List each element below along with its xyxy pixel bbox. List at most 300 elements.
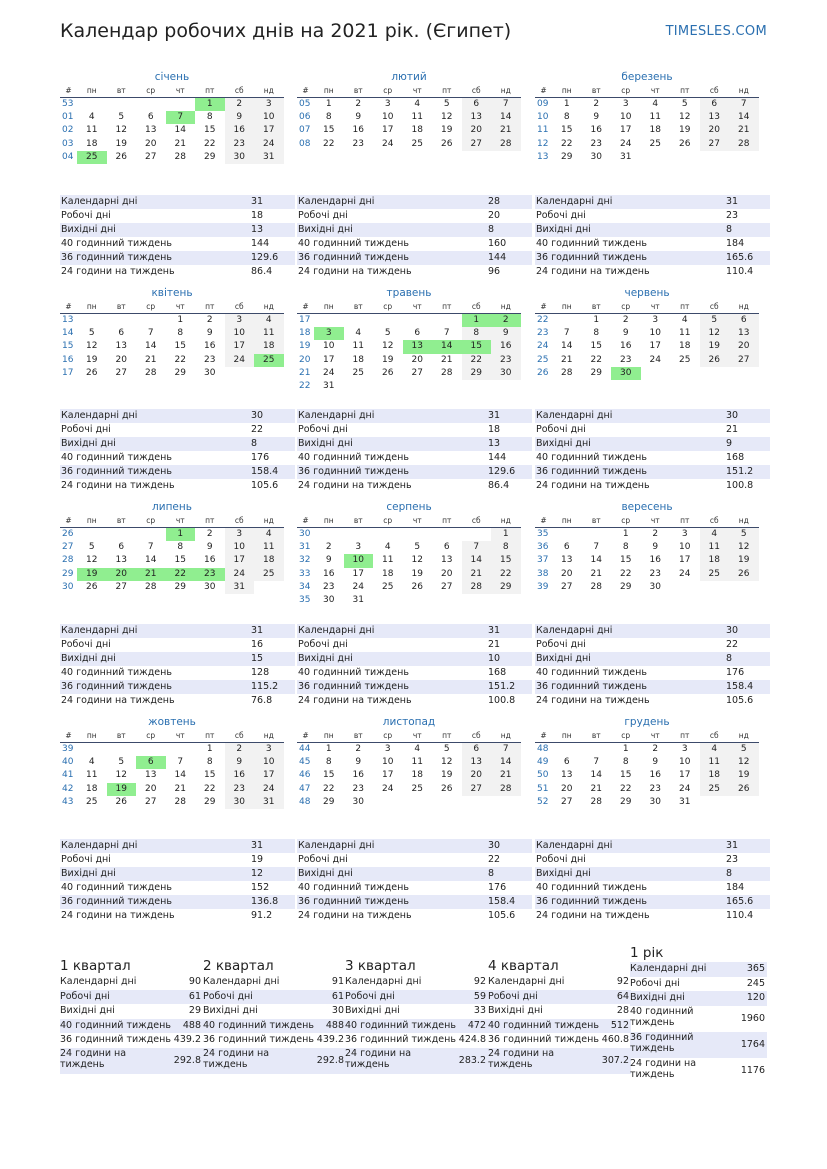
day-cell: 16 xyxy=(225,769,255,782)
stat-row xyxy=(535,666,770,680)
day-cell: 2 xyxy=(652,744,659,754)
day-cell: 9 xyxy=(593,112,600,123)
stat-row xyxy=(297,624,532,638)
day-cell: 31 xyxy=(254,796,284,809)
stat-row xyxy=(535,839,770,853)
summary-label: 36 годинний тиждень xyxy=(203,1034,314,1045)
day-cell: 10 xyxy=(649,328,661,339)
day-cell xyxy=(403,380,433,393)
day-cell xyxy=(403,594,433,607)
month-grid xyxy=(297,729,521,809)
stat-label: 24 години на тиждень xyxy=(61,695,175,707)
day-cell: 2 xyxy=(206,315,213,325)
week-row xyxy=(297,138,521,151)
weekday-label: чт xyxy=(412,516,422,525)
stat-row xyxy=(60,652,295,666)
stat-value: 18 xyxy=(251,210,264,222)
stat-value: 18 xyxy=(488,424,501,436)
day-cell: 9 xyxy=(355,757,362,768)
week-number: 21 xyxy=(299,367,311,378)
day-cell: 15 xyxy=(620,555,632,566)
day-cell: 12 xyxy=(441,112,453,123)
day-cell xyxy=(314,528,344,541)
day-cell: 18 xyxy=(254,554,284,567)
stat-value: 20 xyxy=(488,210,501,222)
day-cell: 26 xyxy=(679,138,691,149)
stat-row xyxy=(60,666,295,680)
stat-row xyxy=(535,638,770,652)
summary-row xyxy=(488,1048,631,1074)
day-cell: 27 xyxy=(115,367,127,378)
day-cell: 26 xyxy=(115,151,127,162)
week-row xyxy=(297,314,521,327)
day-cell: 5 xyxy=(700,314,730,327)
day-cell: 17 xyxy=(254,769,284,782)
stat-row xyxy=(297,895,532,909)
day-cell: 15 xyxy=(620,770,632,781)
week-number: 33 xyxy=(299,568,311,579)
weekday-label: вт xyxy=(116,86,126,95)
stat-label: Робочі дні xyxy=(61,639,111,651)
week-number: 03 xyxy=(62,138,74,149)
day-cell: 25 xyxy=(77,151,107,164)
day-cell: 8 xyxy=(206,112,213,123)
stat-row xyxy=(297,881,532,895)
day-cell: 26 xyxy=(382,367,394,378)
day-cell: 8 xyxy=(593,328,600,339)
day-cell: 16 xyxy=(352,770,364,781)
stat-value: 100.8 xyxy=(488,695,516,707)
stat-value: 31 xyxy=(488,410,501,421)
month-calendar xyxy=(535,500,759,594)
weekday-header xyxy=(535,84,759,98)
day-cell: 10 xyxy=(679,542,691,553)
day-cell: 25 xyxy=(352,367,364,378)
brand-link[interactable]: TIMESLES.COM xyxy=(665,24,767,39)
week-row xyxy=(297,111,521,124)
stat-value: 158.4 xyxy=(726,681,754,693)
day-cell: 21 xyxy=(561,354,573,365)
stat-label: Вихідні дні xyxy=(298,868,353,880)
week-row xyxy=(60,756,284,769)
day-cell: 7 xyxy=(593,757,600,768)
summary-row xyxy=(630,1058,767,1084)
day-cell: 19 xyxy=(679,125,691,136)
day-cell: 20 xyxy=(700,124,730,137)
stat-row xyxy=(60,881,295,895)
stat-value: 105.6 xyxy=(251,480,279,492)
day-cell: 22 xyxy=(620,783,632,794)
stat-row xyxy=(297,223,532,237)
stat-label: 40 годинний тиждень xyxy=(298,452,409,464)
stat-value: 31 xyxy=(251,196,264,207)
weekday-label: сб xyxy=(234,516,244,525)
day-cell xyxy=(136,743,166,756)
stat-row xyxy=(60,209,295,223)
weekday-label: пт xyxy=(205,302,215,311)
day-cell xyxy=(107,743,137,756)
week-number: 15 xyxy=(62,341,74,352)
stat-row xyxy=(297,409,532,423)
stat-label: 40 годинний тиждень xyxy=(536,452,647,464)
stat-label: 24 години на тиждень xyxy=(61,266,175,278)
day-cell: 29 xyxy=(204,796,216,807)
summary-row xyxy=(488,1033,631,1048)
summary-value: 439.2 xyxy=(316,1034,344,1045)
day-cell: 14 xyxy=(145,341,157,352)
stat-row xyxy=(297,680,532,694)
day-cell: 25 xyxy=(382,581,394,592)
day-cell: 27 xyxy=(115,581,127,592)
summary-value: 28 xyxy=(616,1005,629,1016)
day-cell: 11 xyxy=(86,125,98,136)
week-number: 14 xyxy=(62,328,74,339)
day-cell: 28 xyxy=(145,367,157,378)
day-cell xyxy=(462,528,492,541)
summary-label: Вихідні дні xyxy=(203,1005,258,1016)
weekday-label: пн xyxy=(86,86,97,95)
summary-value: 1960 xyxy=(740,1012,765,1024)
summary-value: 30 xyxy=(331,1005,344,1016)
day-cell: 23 xyxy=(204,354,216,365)
stat-row xyxy=(297,251,532,265)
stat-row xyxy=(535,479,770,493)
summary-label: 24 години на тиждень xyxy=(630,1057,697,1080)
day-cell: 14 xyxy=(729,111,759,124)
stat-label: 24 години на тиждень xyxy=(536,695,650,707)
week-number: 26 xyxy=(62,529,74,539)
day-cell: 3 xyxy=(384,99,391,109)
week-number: 19 xyxy=(299,341,311,352)
summary-label: 36 годинний тиждень xyxy=(630,1031,694,1054)
stat-label: Вихідні дні xyxy=(298,224,353,236)
day-cell: 6 xyxy=(136,756,166,769)
weekday-label: ср xyxy=(621,302,631,311)
day-cell: 13 xyxy=(462,756,492,769)
summary-row xyxy=(488,990,631,1005)
day-cell: 21 xyxy=(491,124,521,137)
weekday-label: чт xyxy=(650,302,660,311)
week-row xyxy=(297,783,521,796)
day-cell: 17 xyxy=(679,770,691,781)
weekday-label: # xyxy=(65,731,72,740)
summary-value: 64 xyxy=(616,990,629,1002)
weekday-label: вт xyxy=(116,731,126,740)
stat-label: Робочі дні xyxy=(61,210,111,222)
week-number: 12 xyxy=(537,138,549,149)
week-number: 25 xyxy=(537,354,549,365)
day-cell: 6 xyxy=(462,743,492,756)
summary-label: 24 години на тиждень xyxy=(60,1047,127,1070)
day-cell: 20 xyxy=(561,783,573,794)
month-stats xyxy=(535,409,770,494)
stat-row xyxy=(535,265,770,279)
stat-value: 160 xyxy=(488,238,507,250)
stat-row xyxy=(60,909,295,923)
day-cell: 15 xyxy=(323,770,335,781)
week-row xyxy=(535,568,759,581)
day-cell: 27 xyxy=(561,581,573,592)
day-cell: 10 xyxy=(344,554,374,567)
stat-label: Робочі дні xyxy=(61,854,111,866)
day-cell: 23 xyxy=(225,783,255,796)
day-cell: 2 xyxy=(355,99,362,109)
day-cell: 14 xyxy=(590,555,602,566)
weekday-label: чт xyxy=(412,86,422,95)
day-cell xyxy=(432,528,462,541)
day-cell: 15 xyxy=(561,125,573,136)
day-cell: 10 xyxy=(323,341,335,352)
day-cell xyxy=(166,743,196,756)
day-cell: 7 xyxy=(166,111,196,124)
stat-row xyxy=(535,437,770,451)
month-stats xyxy=(535,839,770,924)
week-number: 11 xyxy=(537,125,549,136)
stat-row xyxy=(535,881,770,895)
stat-label: Робочі дні xyxy=(298,210,348,222)
day-cell: 12 xyxy=(86,555,98,566)
day-cell: 19 xyxy=(86,354,98,365)
day-cell: 6 xyxy=(729,314,759,327)
summary-label: Робочі дні xyxy=(203,990,253,1002)
day-cell: 13 xyxy=(729,327,759,340)
stat-value: 165.6 xyxy=(726,896,754,908)
day-cell: 19 xyxy=(441,125,453,136)
day-cell: 11 xyxy=(382,555,394,566)
stat-row xyxy=(535,624,770,638)
day-cell: 23 xyxy=(352,783,364,794)
stat-value: 8 xyxy=(726,653,733,665)
stat-label: Вихідні дні xyxy=(536,224,591,236)
day-cell: 31 xyxy=(620,151,632,162)
stat-row xyxy=(535,465,770,479)
day-cell: 17 xyxy=(225,554,255,567)
day-cell: 2 xyxy=(225,98,255,111)
stat-value: 151.2 xyxy=(488,681,516,693)
week-number: 16 xyxy=(62,354,74,365)
week-number: 46 xyxy=(299,770,311,781)
day-cell: 14 xyxy=(561,341,573,352)
day-cell: 25 xyxy=(700,568,730,581)
day-cell: 4 xyxy=(254,528,284,541)
stat-label: Вихідні дні xyxy=(61,438,116,450)
week-number: 24 xyxy=(537,341,549,352)
summary-row xyxy=(203,990,346,1005)
stat-label: Робочі дні xyxy=(536,424,586,436)
week-number: 01 xyxy=(62,112,74,123)
weekday-label: пт xyxy=(680,86,690,95)
week-number: 38 xyxy=(537,568,549,579)
summary-label: Вихідні дні xyxy=(488,1005,543,1016)
week-number: 30 xyxy=(62,581,74,592)
summary-value: 1764 xyxy=(740,1038,765,1050)
stat-row xyxy=(60,624,295,638)
day-cell: 29 xyxy=(204,151,216,162)
day-cell: 3 xyxy=(681,529,688,539)
week-number: 30 xyxy=(299,529,311,539)
stat-label: 40 годинний тиждень xyxy=(536,238,647,250)
weekday-label: нд xyxy=(738,302,749,311)
summary-row xyxy=(488,1019,631,1034)
day-cell: 4 xyxy=(414,744,421,754)
day-cell: 6 xyxy=(118,328,125,339)
day-cell: 18 xyxy=(352,354,364,365)
day-cell: 19 xyxy=(729,769,759,782)
week-row xyxy=(535,743,759,756)
week-row xyxy=(60,151,284,164)
weekday-label: ср xyxy=(146,86,156,95)
week-number: 47 xyxy=(299,783,311,794)
week-number: 43 xyxy=(62,796,74,807)
day-cell: 3 xyxy=(314,327,344,340)
stat-label: 36 годинний тиждень xyxy=(298,252,409,264)
day-cell xyxy=(582,528,612,541)
month-grid xyxy=(297,84,521,151)
day-cell xyxy=(729,796,759,809)
day-cell xyxy=(107,528,137,541)
day-cell: 13 xyxy=(115,555,127,566)
week-row xyxy=(60,124,284,137)
stat-row xyxy=(60,867,295,881)
month-name: вересень xyxy=(621,501,673,513)
day-cell: 2 xyxy=(622,315,629,325)
stat-label: 40 годинний тиждень xyxy=(61,452,172,464)
stat-label: 40 годинний тиждень xyxy=(298,238,409,250)
summary-value: 283.2 xyxy=(458,1054,486,1066)
summary-value: 292.8 xyxy=(316,1054,344,1066)
summary-row xyxy=(60,975,203,990)
summary-row xyxy=(630,962,767,977)
weekday-label: пт xyxy=(442,731,452,740)
day-cell: 19 xyxy=(382,354,394,365)
day-cell: 26 xyxy=(115,796,127,807)
day-cell: 2 xyxy=(206,529,213,539)
day-cell xyxy=(552,528,582,541)
stat-row xyxy=(60,895,295,909)
day-cell xyxy=(491,594,521,607)
week-row xyxy=(297,756,521,769)
day-cell: 31 xyxy=(254,151,284,164)
day-cell: 2 xyxy=(491,314,521,327)
summary-value: 512 xyxy=(610,1019,629,1031)
day-cell: 5 xyxy=(118,757,125,768)
quarter-summary xyxy=(488,957,631,1074)
day-cell: 17 xyxy=(649,341,661,352)
weekday-label: ср xyxy=(383,731,393,740)
day-cell xyxy=(432,796,462,809)
day-cell: 20 xyxy=(145,783,157,794)
summary-label: 40 годинний тиждень xyxy=(345,1019,456,1031)
day-cell xyxy=(373,796,403,809)
stat-row xyxy=(535,223,770,237)
day-cell: 22 xyxy=(323,783,335,794)
stat-value: 21 xyxy=(726,424,739,436)
month-stats xyxy=(60,624,295,709)
summary-row xyxy=(488,1004,631,1019)
day-cell xyxy=(700,796,730,809)
day-cell: 21 xyxy=(590,783,602,794)
weekday-label: вт xyxy=(353,731,363,740)
summary-row xyxy=(203,1019,346,1034)
stat-row xyxy=(60,638,295,652)
stat-row xyxy=(535,909,770,923)
day-cell: 12 xyxy=(382,341,394,352)
stat-label: 36 годинний тиждень xyxy=(536,681,647,693)
day-cell: 5 xyxy=(443,99,450,109)
stat-value: 10 xyxy=(488,653,501,665)
stat-label: Календарні дні xyxy=(298,625,375,636)
summary-row xyxy=(60,1033,203,1048)
summary-value: 245 xyxy=(746,977,765,989)
stat-row xyxy=(297,265,532,279)
day-cell xyxy=(462,380,492,393)
stat-row xyxy=(535,195,770,209)
day-cell: 2 xyxy=(355,744,362,754)
day-cell: 27 xyxy=(462,138,492,151)
day-cell: 27 xyxy=(462,783,492,796)
day-cell xyxy=(344,380,374,393)
stat-row xyxy=(60,437,295,451)
day-cell: 22 xyxy=(620,568,632,579)
day-cell: 15 xyxy=(204,770,216,781)
weekday-header xyxy=(297,514,521,528)
week-number: 44 xyxy=(299,744,311,754)
week-row xyxy=(297,554,521,567)
weekday-label: пт xyxy=(442,86,452,95)
day-cell: 27 xyxy=(145,796,157,807)
day-cell: 16 xyxy=(649,555,661,566)
day-cell: 2 xyxy=(652,529,659,539)
day-cell: 30 xyxy=(611,367,641,380)
stat-row xyxy=(60,465,295,479)
day-cell: 19 xyxy=(77,568,107,581)
day-cell: 5 xyxy=(681,99,688,109)
stat-label: Робочі дні xyxy=(298,854,348,866)
month-grid xyxy=(535,84,759,164)
month-stats xyxy=(60,839,295,924)
week-number: 17 xyxy=(299,315,311,325)
day-cell: 21 xyxy=(729,124,759,137)
day-cell: 11 xyxy=(86,770,98,781)
day-cell xyxy=(432,314,462,327)
month-calendar xyxy=(60,70,284,164)
day-cell: 9 xyxy=(622,328,629,339)
day-cell: 21 xyxy=(462,568,492,581)
day-cell: 22 xyxy=(462,354,492,367)
weekday-label: # xyxy=(540,302,547,311)
week-row xyxy=(535,756,759,769)
day-cell: 12 xyxy=(441,757,453,768)
week-row xyxy=(60,528,284,541)
stat-value: 115.2 xyxy=(251,681,279,693)
day-cell: 21 xyxy=(590,568,602,579)
week-row xyxy=(535,151,759,164)
weekday-label: пн xyxy=(323,731,334,740)
day-cell: 5 xyxy=(443,744,450,754)
stat-value: 28 xyxy=(488,196,501,207)
day-cell xyxy=(107,98,137,111)
day-cell xyxy=(432,594,462,607)
month-stats xyxy=(535,195,770,280)
week-number: 51 xyxy=(537,783,549,794)
weekday-label: # xyxy=(65,302,72,311)
month-calendar xyxy=(60,500,284,594)
stat-row xyxy=(60,694,295,708)
month-name: січень xyxy=(154,71,190,83)
day-cell: 11 xyxy=(700,541,730,554)
day-cell xyxy=(373,314,403,327)
weekday-label: ср xyxy=(146,302,156,311)
